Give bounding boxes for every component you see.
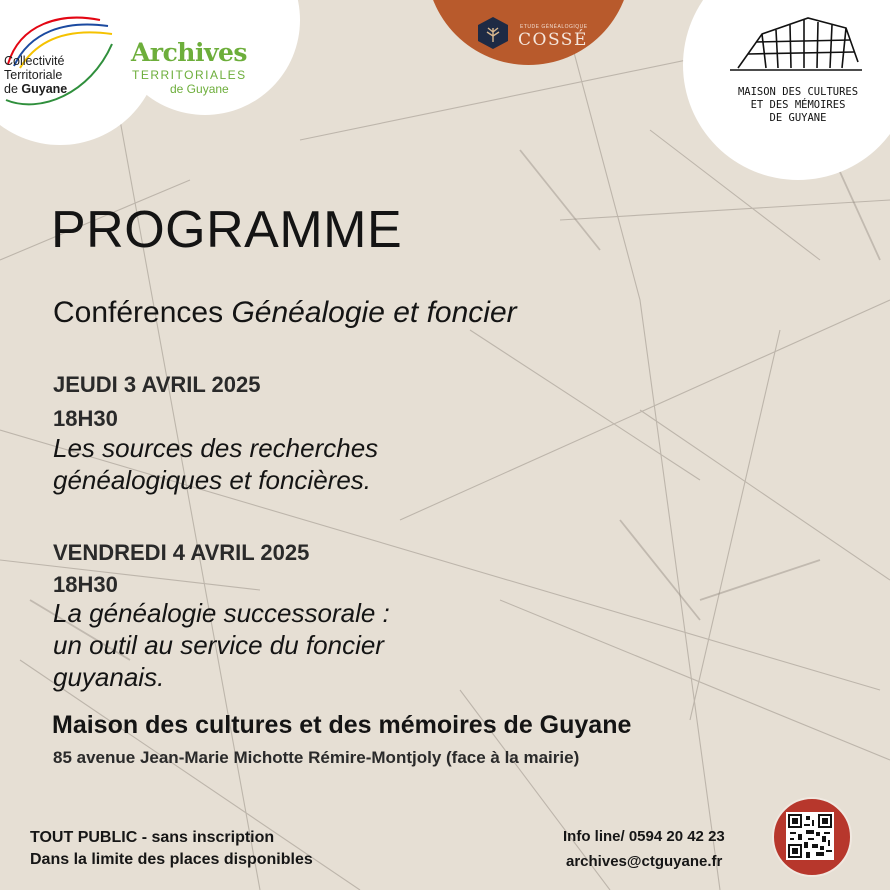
cosse-logo-name: COSSÉ <box>518 30 588 50</box>
mcm-line1: MAISON DES CULTURES <box>737 86 859 98</box>
event-1-line1: Les sources des recherches <box>53 433 379 463</box>
event-2-line2: un outil au service du foncier <box>53 630 384 660</box>
subtitle-emphasis: Généalogie et foncier <box>231 296 517 329</box>
event-2-line1: La généalogie successorale : <box>53 598 390 628</box>
collectivite-line3-prefix: de <box>4 82 22 96</box>
audience-info: TOUT PUBLIC - sans inscription <box>30 829 275 846</box>
event-1-date: JEUDI 3 AVRIL 2025 <box>53 372 261 397</box>
event-1-time: 18H30 <box>53 406 118 431</box>
mcm-building-icon <box>728 12 864 78</box>
collectivite-line2: Territoriale <box>4 68 63 82</box>
event-1-line2: généalogiques et foncières. <box>53 465 372 495</box>
event-1-description <box>53 432 513 496</box>
info-line: Info line/ 0594 20 42 23 <box>563 828 725 845</box>
qr-code-icon <box>786 812 834 860</box>
qr-code[interactable] <box>786 812 834 860</box>
cosse-logo-tagline: ETUDE GÉNÉALOGIQUE <box>520 24 588 30</box>
venue-name: Maison des cultures et des mémoires de Guyane <box>52 711 632 739</box>
event-2-description <box>53 597 513 693</box>
event-2-date: VENDREDI 4 AVRIL 2025 <box>53 540 310 565</box>
collectivite-line1: Collectivité <box>4 54 65 68</box>
page-title: PROGRAMME <box>51 201 403 259</box>
archives-logo-subtitle2: de Guyane <box>170 82 229 96</box>
archives-logo-title: Archives <box>131 38 247 67</box>
subtitle-prefix: Conférences <box>53 296 232 329</box>
page-subtitle <box>53 296 517 330</box>
collectivite-line3 <box>4 82 67 96</box>
collectivite-line3-strong: Guyane <box>21 82 68 96</box>
cosse-tree-emblem-icon <box>476 16 510 50</box>
event-2-line3: guyanais. <box>53 662 165 692</box>
capacity-info: Dans la limite des places disponibles <box>30 851 313 868</box>
mcm-logo-text <box>720 86 876 125</box>
contact-email: archives@ctguyane.fr <box>566 853 723 870</box>
mcm-line3: DE GUYANE <box>769 112 827 124</box>
venue-address: 85 avenue Jean-Marie Michotte Rémire-Montjoly (face à la mairie) <box>53 748 580 767</box>
event-2-time: 18H30 <box>53 572 118 597</box>
mcm-line2: ET DES MÉMOIRES <box>750 99 846 111</box>
collectivite-logo-text <box>4 54 67 96</box>
archives-logo-subtitle: TERRITORIALES <box>132 68 247 82</box>
